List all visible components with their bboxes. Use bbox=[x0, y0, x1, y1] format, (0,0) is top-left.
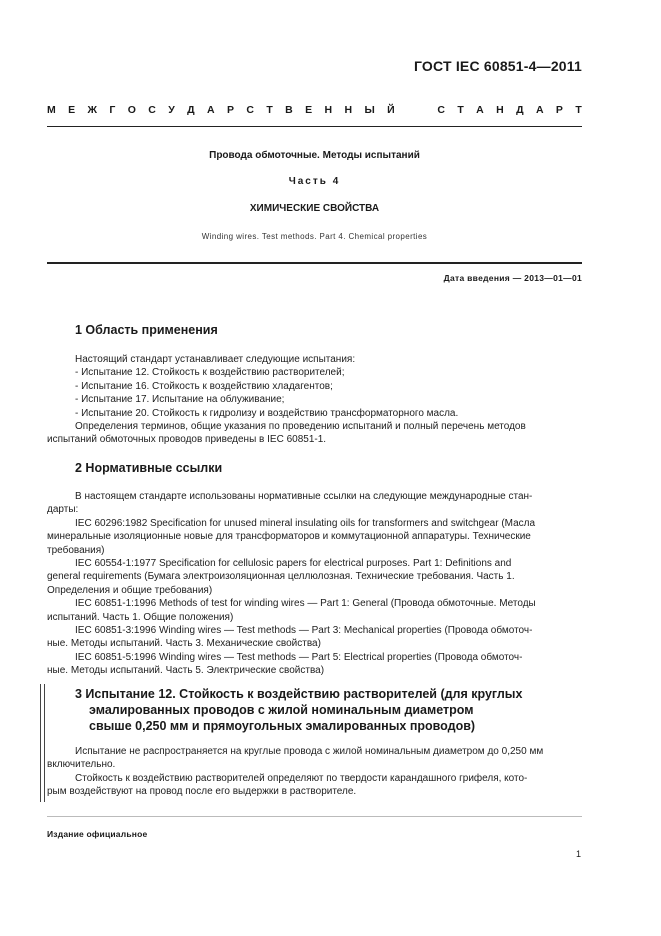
text-line: Стойкость к воздействию растворителей определяют по твердости карандашного грифеля, кото- bbox=[75, 772, 528, 784]
interstate-standard-banner bbox=[47, 104, 582, 116]
reference-line: испытаний. Часть 1. Общие положения) bbox=[47, 611, 234, 623]
section-2-heading: 2 Нормативные ссылки bbox=[75, 461, 223, 475]
title-divider bbox=[47, 262, 582, 264]
english-title: Winding wires. Test methods. Part 4. Chemical properties bbox=[201, 232, 428, 241]
standard-number: ГОСТ IEC 60851-4—2011 bbox=[413, 58, 582, 74]
reference-line: IEC 60851-5:1996 Winding wires — Test methods — Part 5: Electrical properties (Провода обмоточ- bbox=[75, 651, 523, 663]
banner-letter: Ж bbox=[87, 104, 98, 116]
banner-letter: Р bbox=[555, 104, 563, 116]
text-line: Настоящий стандарт устанавливает следующие испытания: bbox=[75, 354, 356, 365]
change-bar bbox=[44, 684, 45, 802]
section-3-body bbox=[47, 745, 583, 799]
banner-letter: Р bbox=[226, 104, 234, 116]
heading-line: свыше 0,250 мм и прямоугольных эмалированных проводов) bbox=[89, 719, 476, 733]
heading-line: 3 Испытание 12. Стойкость к воздействию растворителей (для круглых bbox=[75, 687, 523, 701]
banner-letter: Т bbox=[575, 104, 582, 116]
introduction-date: Дата введения — 2013—01—01 bbox=[443, 273, 582, 283]
reference-line: IEC 60296:1982 Specification for unused mineral insulating oils for transformers and switchgear (Масла bbox=[75, 517, 536, 529]
banner-letter: А bbox=[535, 104, 544, 116]
footer-divider bbox=[47, 816, 582, 817]
banner-letter: Т bbox=[266, 104, 273, 116]
text-line: Определения терминов, общие указания по проведению испытаний и полный перечень методов bbox=[75, 421, 526, 433]
banner-letter: Д bbox=[187, 104, 195, 116]
section-1-heading: 1 Область применения bbox=[75, 323, 218, 337]
banner-letter: Т bbox=[457, 104, 464, 116]
banner-letter: Н bbox=[496, 104, 504, 116]
reference-line: IEC 60851-3:1996 Winding wires — Test methods — Part 3: Mechanical properties (Провода обмоточ- bbox=[75, 625, 533, 637]
section-2-body bbox=[47, 490, 583, 678]
banner-letter: Н bbox=[324, 104, 333, 116]
banner-letter: С bbox=[148, 104, 156, 116]
banner-letter: Е bbox=[68, 104, 76, 116]
text-line: рым воздействуют на провод после его выдержки в растворителе. bbox=[47, 786, 357, 798]
reference-line: минеральные изоляционные новые для трансформаторов и коммутационной аппаратуры. Технические bbox=[47, 531, 531, 543]
banner-letter: Н bbox=[344, 104, 353, 116]
text-line: испытаний обмоточных проводов приведены в IEC 60851-1. bbox=[47, 434, 327, 446]
reference-line: IEC 60851-1:1996 Methods of test for winding wires — Part 1: General (Провода обмоточные. Методы bbox=[75, 598, 536, 610]
text-line: В настоящем стандарте использованы нормативные ссылки на следующие международные стан- bbox=[75, 491, 533, 502]
banner-gap bbox=[407, 104, 425, 116]
banner-letter: С bbox=[437, 104, 445, 116]
banner-letter: О bbox=[127, 104, 136, 116]
banner-letter: Й bbox=[387, 104, 395, 116]
part-label: Часть 4 bbox=[288, 176, 341, 187]
list-item: - Испытание 16. Стойкость к воздействию хладагентов; bbox=[75, 380, 333, 392]
banner-letter: Г bbox=[109, 104, 116, 116]
text-line: включительно. bbox=[47, 759, 116, 771]
banner-letter: А bbox=[476, 104, 484, 116]
section-3-heading bbox=[75, 686, 585, 734]
banner-letter: Ы bbox=[364, 104, 375, 116]
header-divider bbox=[47, 126, 582, 127]
banner-letter: С bbox=[246, 104, 254, 116]
banner-letter: Е bbox=[305, 104, 313, 116]
reference-line: Определения и общие требования) bbox=[47, 584, 213, 596]
banner-letter: У bbox=[168, 104, 175, 116]
heading-line: эмалированных проводов с жилой номинальным диаметром bbox=[89, 703, 474, 717]
reference-line: ные. Методы испытаний. Часть 3. Механические свойства) bbox=[47, 638, 321, 650]
document-title: Провода обмоточные. Методы испытаний bbox=[209, 150, 420, 161]
section-1-body bbox=[47, 353, 583, 447]
document-subtitle: ХИМИЧЕСКИЕ СВОЙСТВА bbox=[249, 203, 380, 214]
text-line: дарты: bbox=[47, 504, 79, 516]
banner-letter: Д bbox=[516, 104, 524, 116]
list-item: - Испытание 12. Стойкость к воздействию растворителей; bbox=[75, 367, 345, 379]
edition-label: Издание официальное bbox=[47, 829, 148, 839]
list-item: - Испытание 17. Испытание на облуживание; bbox=[75, 394, 285, 406]
reference-line: ные. Методы испытаний. Часть 5. Электрические свойства) bbox=[47, 665, 325, 677]
banner-letter: В bbox=[285, 104, 293, 116]
reference-line: IEC 60554-1:1977 Specification for cellulosic papers for electrical purposes. Part 1: Definitions and bbox=[75, 558, 512, 570]
reference-line: general requirements (Бумага электроизоляционная целлюлозная. Технические требования. Часть 1. bbox=[47, 571, 515, 583]
banner-letter: А bbox=[207, 104, 215, 116]
text-line: Испытание не распространяется на круглые провода с жилой номинальным диаметром до 0,250 мм bbox=[75, 746, 544, 757]
list-item: - Испытание 20. Стойкость к гидролизу и воздействию трансформаторного масла. bbox=[75, 407, 459, 419]
page-number: 1 bbox=[575, 849, 581, 859]
reference-line: требования) bbox=[47, 544, 105, 556]
change-bar bbox=[40, 684, 41, 802]
banner-letter: М bbox=[47, 104, 56, 116]
